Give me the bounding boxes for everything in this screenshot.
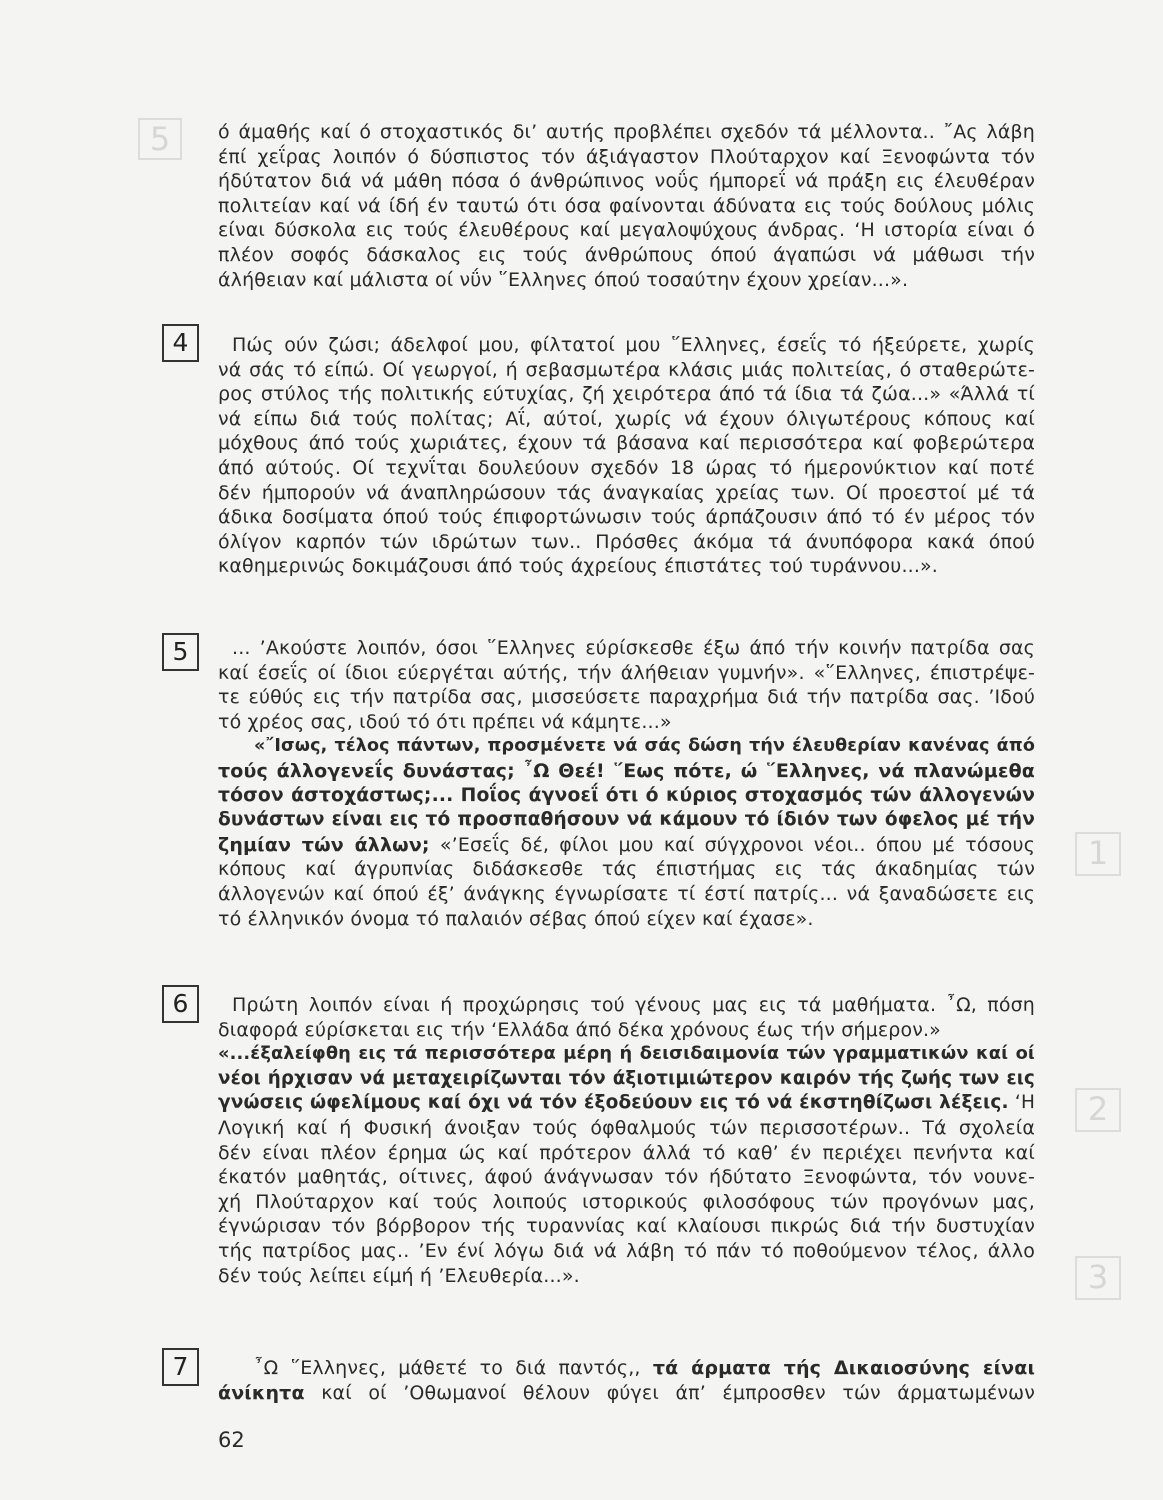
text-line: άλήθειαν καί μάλιστα οί νΰν ῞Ελληνες όπού τοσαύτην έχουν χρείαν...». [218, 268, 909, 291]
regular-text: ῏Ω ῞Ελληνες, μάθετέ το διά παντός,, [254, 1357, 653, 1379]
section-marker-7: 7 [162, 1348, 199, 1386]
text-line: δέν τούς λείπει είμή ή ’Ελευθερία...». [218, 1264, 580, 1287]
regular-text: ‘Η [1008, 1092, 1035, 1114]
text-line: έπί χεΐρας λοιπόν ό δύσπιστος τόν άξιάγαστον Πλούταρχον καί Ξενοφώντα τόν [218, 145, 1035, 168]
paragraph-section-7 [218, 1356, 1035, 1405]
text-line: καί έσεΐς οί ίδιοι εύεργέται αύτής, τήν άλήθειαν γυμνήν». «῞Ελληνες, έπιστρέψε- [218, 661, 1035, 684]
text-line: όλίγον καρπόν τών ιδρώτων των.. Πρόσθες άκόμα τά άνυπόφορα κακά όπού [218, 530, 1035, 553]
text-line: τε εύθύς εις τήν πατρίδα σας, μισσεύσετε παραχρήμα διά τήν πατρίδα σας. ’Ιδού [218, 686, 1035, 709]
text-line [218, 1381, 1035, 1406]
ghost-marker-5: 5 [138, 118, 182, 160]
text-line: τό έλληνικόν όνομα τό παλαιόν σέβας όπού είχεν καί έχασε». [218, 907, 814, 930]
bold-text: ζημίαν τών άλλων; [218, 833, 430, 856]
page-number: 62 [218, 1428, 245, 1452]
text-line [218, 734, 1035, 759]
bold-text: τά άρματα τής Δικαιοσύνης είναι [652, 1357, 1035, 1379]
text-line: μόχθους άπό τούς χωριάτες, έχουν τά βάσανα καί περισσότερα καί φοβερώτερα [218, 432, 1035, 455]
text-line [218, 833, 1035, 858]
ghost-marker-2: 2 [1075, 1088, 1121, 1132]
text-line [218, 808, 1035, 833]
text-line: διαφορά εύρίσκεται εις τήν ‘Ελλάδα άπό δέκα χρόνους έως τήν σήμερον.» [218, 1018, 941, 1041]
paragraph-section-4 [218, 333, 1035, 579]
bold-text: τόσον άστοχάστως;... Ποΐος άγνοεΐ ότι ό κύριος στοχασμός τών άλλογενών [218, 784, 1035, 806]
bold-text: άνίκητα [218, 1381, 305, 1404]
regular-text: καί οί ’Οθωμανοί θέλουν φύγει άπ’ έμπροσθεν τών άρματωμένων [304, 1381, 1035, 1404]
text-line: ... ’Ακούστε λοιπόν, όσοι ῞Ελληνες εύρίσκεσθε έξω άπό τήν κοινήν πατρίδα σας [232, 637, 1035, 659]
text-line: Λογική καί ή Φυσική άνοιξαν τούς όφθαλμούς τών περισσοτέρων.. Τά σχολεία [218, 1116, 1035, 1139]
text-line: Πρώτη λοιπόν είναι ή προχώρησις τού γένους μας εις τά μαθήματα. ῏Ω, πόση [232, 994, 1035, 1016]
text-line: άδικα δοσίματα όπού τούς έπιφορτώνωσιν τούς άρπάζουσιν άπό τό έν μέρος τόν [218, 506, 1035, 529]
bold-text: γνώσεις ώφελίμους καί όχι νά τόν έξοδεύουν εις τό νά έκστηθίζωσι λέξεις. [218, 1092, 1009, 1114]
text-line: ό άμαθής καί ό στοχαστικός δι’ αυτής προβλέπει σχεδόν τά μέλλοντα.. ῎Ας λάβη [218, 121, 1035, 143]
text-line: κόπους καί άγρυπνίας διδάσκεσθε τάς έπιστήμας εις τάς άκαδημίας τών [218, 858, 1035, 881]
text-line: πλέον σοφός δάσκαλος εις τούς άνθρώπους όπού άγαπώσι νά μάθωσι τήν [218, 243, 1035, 266]
paragraph-section-5 [218, 636, 1035, 931]
bold-text: «...έξαλείφθη εις τά περισσότερα μέρη ή δεισιδαιμονία τών γραμματικών καί οί [218, 1044, 1035, 1065]
ghost-marker-3: 3 [1075, 1256, 1121, 1300]
text-line: χή Πλούταρχον καί τούς λοιπούς ιστορικούς φιλοσόφους τών προγόνων μας, [218, 1190, 1035, 1213]
text-line: έκατόν μαθητάς, οίτινες, άφού άνάγνωσαν τόν ήδύτατο Ξενοφώντα, τόν νουνε- [218, 1166, 1035, 1189]
text-line: τό χρέος σας, ιδού τό ότι πρέπει νά κάμητε...» [218, 710, 672, 733]
text-line: δέν είναι πλέον έρημα ώς καί πρότερον άλλά τό καθ’ έν περιέχει πενήντα καί [218, 1141, 1035, 1164]
section-marker-6: 6 [162, 985, 199, 1023]
text-line: ήδύτατον διά νά μάθη πόσα ό άνθρώπινος νοΰς ήμπορεΐ νά πράξη εις έλευθέραν [218, 170, 1035, 193]
text-line [218, 1091, 1035, 1116]
text-line: Πώς ούν ζώσι; άδελφοί μου, φίλτατοί μου ῞Ελληνες, έσεΐς τό ήξεύρετε, χωρίς [232, 334, 1035, 356]
text-line: καθημερινώς δοκιμάζουσι άπό τούς άχρείους έπιστάτες τού τυράννου...». [218, 555, 938, 578]
paragraph-continuation [218, 120, 1035, 292]
bold-text: τούς άλλογενεΐς δυνάστας; ῏Ω Θεέ! ῞Εως πότε, ώ ῞Ελληνες, νά πλανώμεθα [218, 759, 1035, 782]
text-line [218, 1067, 1035, 1092]
text-line: πολιτείαν καί νά ίδή έν ταυτώ ότι όσα φαίνονται άδύνατα εις τούς δούλους μόλις [218, 194, 1035, 217]
text-line [218, 784, 1035, 809]
text-line: είναι δύσκολα εις τούς έλευθέρους καί μεγαλοψύχους άνδρας. ‘Η ιστορία είναι ό [218, 219, 1035, 242]
text-line: άπό αύτούς. Οί τεχνΐται δουλεύουν σχεδόν 18 ώρας τό ήμερονύκτιον καί ποτέ [218, 456, 1035, 479]
text-line: ρος στύλος τής πολιτικής εύτυχίας, ζή χειρότερα άπό τά ίδια τά ζώα...» «Άλλά τί [218, 383, 1035, 406]
bold-text: «῎Ισως, τέλος πάντων, προσμένετε νά σάς δώση τήν έλευθερίαν κανένας άπό [254, 736, 1035, 757]
paragraph-section-6 [218, 993, 1035, 1288]
section-marker-5: 5 [162, 633, 199, 671]
text-line [218, 1356, 1035, 1381]
text-line: έγνώρισαν τόν βόρβορον τής τυραννίας καί κλαίουσι πικρώς διά τήν δυστυχίαν [218, 1215, 1035, 1238]
bold-text: νέοι ήρχισαν νά μεταχειρίζωνται τόν άξιοτιμιώτερον καιρόν τής ζωής των εις [218, 1067, 1035, 1089]
text-line [218, 1042, 1035, 1067]
section-marker-4: 4 [162, 324, 199, 362]
ghost-marker-1: 1 [1075, 832, 1121, 876]
regular-text: «’Εσεΐς δέ, φίλοι μου καί σύγχρονοι νέοι.. όπου μέ τόσους [429, 833, 1035, 856]
text-line: νά είπω διά τούς πολίτας; Αΐ, αύτοί, χωρίς νά έχουν όλιγωτέρους κόπους καί [218, 407, 1035, 430]
bold-text: δυνάστων είναι εις τό προσπαθήσουν νά κάμουν τό ίδιόν των όφελος μέ τήν [218, 809, 1035, 831]
text-line: δέν ήμπορούν νά άναπληρώσουν τάς άναγκαίας χρείας των. Οί προεστοί μέ τά [218, 481, 1035, 504]
text-line: άλλογενών καί όπού έξ’ άνάγκης έγνωρίσατε τί έστί πατρίς... νά ξαναδώσετε εις [218, 882, 1035, 905]
text-line: τής πατρίδος μας.. ’Εν ένί λόγω διά νά λάβη τό πάν τό ποθούμενον τέλος, άλλο [218, 1239, 1035, 1262]
text-line: νά σάς τό είπώ. Οί γεωργοί, ή σεβασμωτέρα κλάσις μιάς πολιτείας, ό σταθερώτε- [218, 358, 1035, 381]
text-line [218, 759, 1035, 784]
